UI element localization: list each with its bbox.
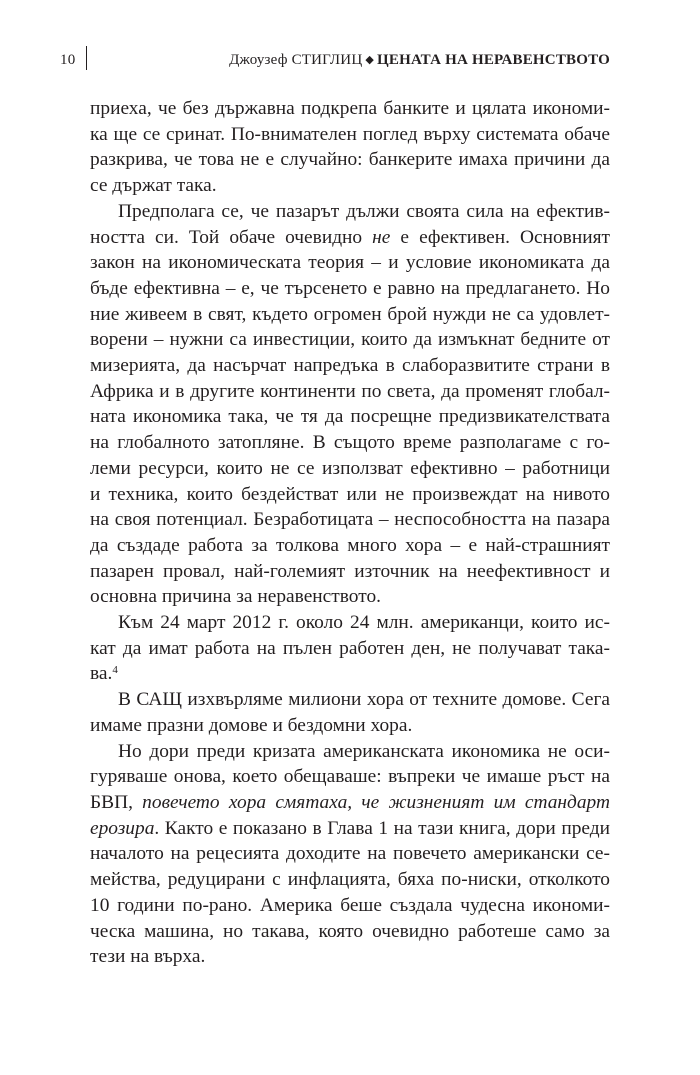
text-line: ние живеем в свят, където огромен брой нужди не са удовлет- [90, 303, 610, 325]
footnote-marker[interactable]: 4 [112, 664, 118, 677]
paragraph [90, 739, 610, 970]
diamond-separator-icon: ◆ [365, 54, 375, 66]
text-line: ка ще се сринат. По-внимателен поглед върху системата обаче [90, 123, 610, 145]
text-line: Предполага се, че пазарът дължи своята сила на ефектив- [118, 200, 610, 222]
text-line: ческа машина, но такава, която очевидно работеше само за [90, 920, 610, 942]
text-line: разкрива, че това не е случайно: банкерите имаха причини да [90, 149, 610, 171]
page-number: 10 [60, 52, 76, 68]
text-line: 10 години по-рано. Америка беше създала чудесна икономи- [90, 894, 610, 916]
text-line: В САЩ изхвърляме милиони хора от техните домове. Сега [118, 689, 610, 711]
book-title: ЦЕНАТА НА НЕРАВЕНСТВОТО [377, 52, 610, 68]
text-line: на своя потенциал. Безработицата – неспособността на пазара [90, 509, 610, 531]
text-line: тези на върха. [90, 946, 206, 968]
text-line: ворени – нужни са инвестиции, които да измъкнат бедните от [90, 329, 610, 351]
running-head [229, 52, 610, 69]
text-line: закон на икономическата теория – и условие икономиката да [90, 252, 610, 274]
text-line: Към 24 март 2012 г. около 24 млн. американци, които ис- [118, 612, 610, 634]
text-line: ната икономика така, че тя да посрещне предизвикателствата [90, 406, 610, 428]
text-line: ва.$^4$ [90, 663, 118, 685]
text-line: ерозира. Както е показано в Глава 1 на тази книга, дори преди [90, 817, 610, 839]
text-line: ността си. Той обаче очевидно не е ефективен. Основният [90, 226, 610, 248]
text-line: имаме празни домове и бездомни хора. [90, 714, 413, 736]
paragraph [90, 687, 610, 738]
text-line: се държат така. [90, 175, 217, 197]
text-line: да създаде работа за толкова много хора – е най-страшният [90, 534, 610, 556]
text-line: Но дори преди кризата американската икономика не оси- [118, 740, 610, 762]
header-divider [86, 46, 87, 70]
running-header [60, 46, 610, 72]
text-line: и техника, които бездействат или не произвеждат на нивото [90, 483, 610, 505]
text-line: кат да имат работа на пълен работен ден, не получават така- [90, 637, 610, 659]
text-line: на глобалното затопляне. В същото време разполагаме с го- [90, 432, 610, 454]
text-line: пазарен провал, най-големият източник на неефективност и [90, 560, 610, 582]
body-text [90, 96, 610, 970]
text-line: началото на рецесията доходите на повечето американски се- [90, 843, 610, 865]
text-line: БВП, повечето хора смятаха, че жизненият им стандарт [90, 791, 610, 813]
text-line: приеха, че без държавна подкрепа банките и цялата икономи- [90, 98, 610, 119]
text-line: основна причина за неравенството. [90, 586, 381, 608]
text-line: мейства, редуцирани с инфлацията, бяха по-ниски, отколкото [90, 869, 610, 891]
author-name: Джоузеф СТИГЛИЦ [229, 52, 363, 68]
text-line: гуряваше онова, което обещаваше: въпреки че имаше ръст на [90, 766, 610, 788]
paragraph [90, 610, 610, 687]
text-line: леми ресурси, които не се използват ефективно – работници [90, 457, 610, 479]
paragraph [90, 199, 610, 610]
paragraph [90, 96, 610, 199]
text-line: Африка и в другите континенти по света, да променят глобал- [90, 380, 610, 402]
text-line: бъде ефективна – е, че търсенето е равно на предлагането. Но [90, 277, 610, 299]
text-line: мизерията, да насърчат напредъка в слаборазвитите страни в [90, 355, 610, 377]
